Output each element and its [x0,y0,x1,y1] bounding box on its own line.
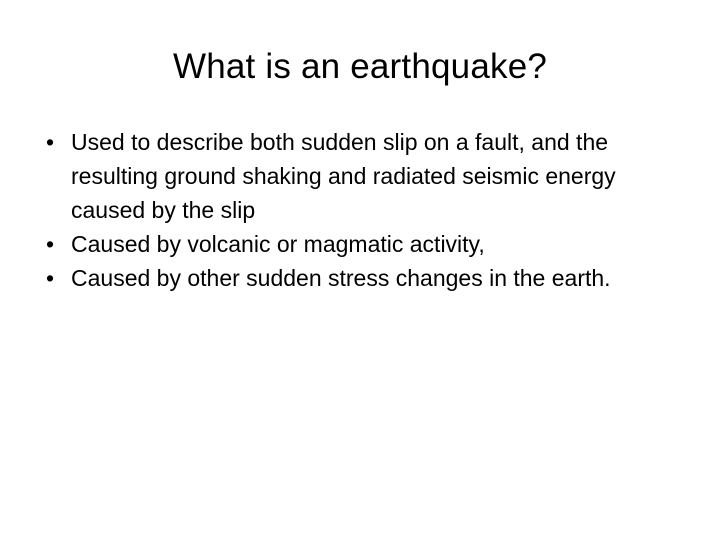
bullet-text: Used to describe both sudden slip on a fault, and the resulting ground shaking and radiated seismic energy caused by the slip [71,129,616,223]
bullet-item [46,125,686,227]
bullet-item [46,227,686,261]
bullet-item [46,261,686,295]
bullet-icon: • [46,265,55,291]
bullet-text: Caused by volcanic or magmatic activity, [71,231,485,257]
bullet-icon: • [46,231,55,257]
bullet-icon: • [46,129,55,155]
bullet-list [46,125,686,295]
bullet-text: Caused by other sudden stress changes in the earth. [71,265,611,291]
slide-title: What is an earthquake? [172,47,548,86]
